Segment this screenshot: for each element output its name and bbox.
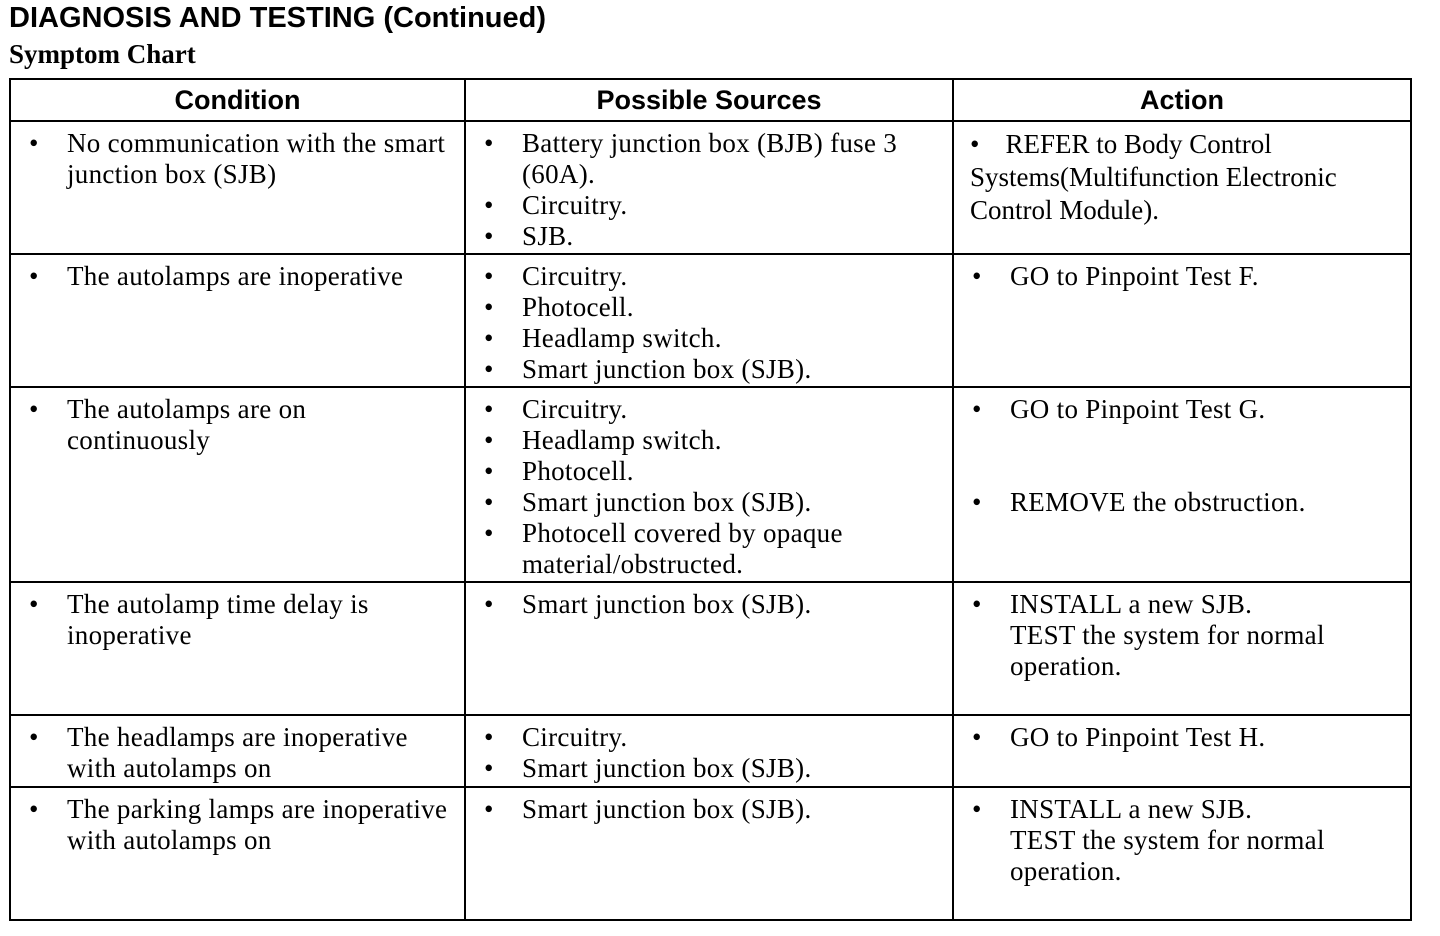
column-header-possible-sources: Possible Sources — [465, 79, 953, 121]
source-item: • Photocell. — [466, 292, 944, 323]
action-text: • REMOVE the obstruction. — [954, 487, 1402, 518]
source-item: • Smart junction box (SJB). — [466, 487, 944, 518]
source-item: • Smart junction box (SJB). — [466, 354, 944, 385]
source-item: • Headlamp switch. — [466, 323, 944, 354]
action-cell — [953, 715, 1411, 787]
condition-cell — [10, 387, 465, 582]
action-cell — [953, 254, 1411, 387]
sources-cell — [465, 787, 953, 920]
table-row — [10, 387, 1411, 582]
action-text: • INSTALL a new SJB. TEST the system for normal operation. — [954, 794, 1402, 887]
source-item: • Circuitry. — [466, 394, 944, 425]
condition-cell — [10, 121, 465, 254]
condition-cell — [10, 787, 465, 920]
action-text: REFER to Body Control Systems(Multifunction Electronic Control Module). — [970, 129, 1337, 225]
source-item: • Battery junction box (BJB) fuse 3 (60A). — [466, 128, 944, 190]
bullet: • — [970, 129, 980, 159]
table-row — [10, 582, 1411, 715]
column-header-condition: Condition — [10, 79, 465, 121]
action-cell — [953, 387, 1411, 582]
action-cell — [953, 121, 1411, 254]
condition-cell — [10, 582, 465, 715]
source-item: • Photocell. — [466, 456, 944, 487]
table-row — [10, 715, 1411, 787]
action-text: • GO to Pinpoint Test F. — [954, 261, 1402, 292]
condition-text: • The autolamps are on continuously — [11, 394, 456, 456]
action-cell — [953, 787, 1411, 920]
table-row — [10, 787, 1411, 920]
sources-cell — [465, 715, 953, 787]
action-text: • INSTALL a new SJB. TEST the system for normal operation. — [954, 589, 1402, 682]
action-cell — [953, 582, 1411, 715]
source-item: • Circuitry. — [466, 190, 944, 221]
condition-text: • The parking lamps are inoperative with autolamps on — [11, 794, 456, 856]
source-item: • Photocell covered by opaque material/obstructed. — [466, 518, 944, 580]
table-row — [10, 121, 1411, 254]
page-subtitle: Symptom Chart — [9, 39, 196, 69]
source-item: • Smart junction box (SJB). — [466, 794, 944, 825]
sources-cell — [465, 121, 953, 254]
condition-text: • The autolamp time delay is inoperative — [11, 589, 456, 651]
source-item: • Circuitry. — [466, 722, 944, 753]
condition-cell — [10, 715, 465, 787]
condition-text: • The autolamps are inoperative — [11, 261, 456, 292]
sources-cell — [465, 387, 953, 582]
sources-cell — [465, 254, 953, 387]
sources-cell — [465, 582, 953, 715]
source-item: • Smart junction box (SJB). — [466, 753, 944, 784]
condition-text: • The headlamps are inoperative with autolamps on — [11, 722, 456, 784]
column-header-action: Action — [953, 79, 1411, 121]
table-header-row — [10, 79, 1411, 121]
source-item: • SJB. — [466, 221, 944, 252]
spacer — [954, 425, 1410, 487]
source-item: • Circuitry. — [466, 261, 944, 292]
condition-cell — [10, 254, 465, 387]
symptom-chart-table — [9, 78, 1412, 921]
source-item: • Headlamp switch. — [466, 425, 944, 456]
action-text: • GO to Pinpoint Test G. — [954, 394, 1402, 425]
page-title: DIAGNOSIS AND TESTING (Continued) — [9, 2, 547, 34]
table-row — [10, 254, 1411, 387]
action-item — [954, 122, 1410, 227]
source-item: • Smart junction box (SJB). — [466, 589, 944, 620]
condition-text: • No communication with the smart junction box (SJB) — [11, 128, 456, 190]
action-text: • GO to Pinpoint Test H. — [954, 722, 1402, 753]
